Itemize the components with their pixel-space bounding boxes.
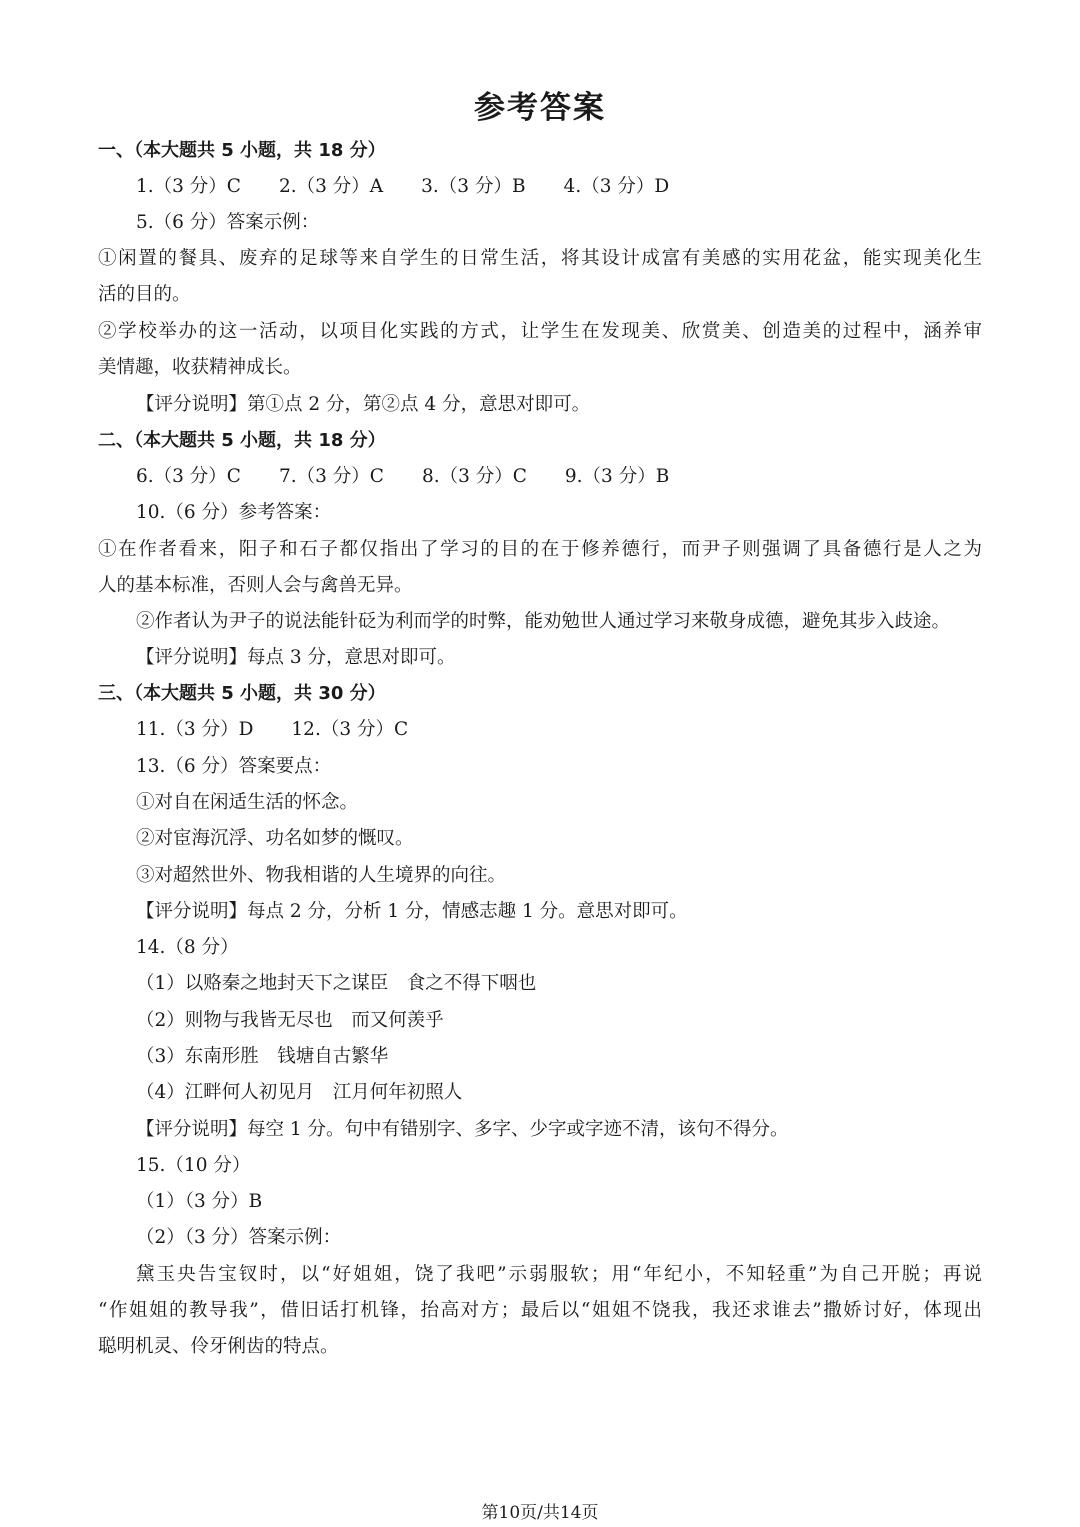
answer-q1: 1.（3 分）C bbox=[136, 176, 241, 197]
q5-heading: 5.（6 分）答案示例： bbox=[136, 212, 320, 233]
q15-heading: 15.（10 分） bbox=[136, 1155, 251, 1176]
q5-point2-line1: ②学校举办的这一活动，以项目化实践的方式，让学生在发现美、欣赏美、创造美的过程中，涵养审 bbox=[98, 321, 982, 342]
section-1-multiple-choice bbox=[136, 174, 707, 200]
q13-point3: ③对超然世外、物我相谐的人生境界的向往。 bbox=[136, 865, 507, 886]
q10-point2: ②作者认为尹子的说法能针砭为利而学的时弊，能劝勉世人通过学习来敬身成德，避免其步入歧途。 bbox=[136, 611, 951, 632]
q13-point1: ①对自在闲适生活的怀念。 bbox=[136, 792, 359, 813]
q14-heading: 14.（8 分） bbox=[136, 937, 239, 958]
q14-item2: （2）则物与我皆无尽也 而又何羡乎 bbox=[136, 1010, 444, 1031]
q14-item4: （4）江畔何人初见月 江月何年初照人 bbox=[136, 1082, 463, 1103]
answer-q2: 2.（3 分）A bbox=[278, 176, 384, 197]
section-3-heading: 三、（本大题共 5 小题，共 30 分） bbox=[98, 683, 386, 704]
answer-q6: 6.（3 分）C bbox=[136, 466, 241, 487]
answer-q9: 9.（3 分）B bbox=[564, 466, 670, 487]
q5-point1-line1: ①闲置的餐具、废弃的足球等来自学生的日常生活，将其设计成富有美感的实用花盆，能实现美化生 bbox=[98, 248, 982, 269]
answer-q4: 4.（3 分）D bbox=[563, 176, 670, 197]
section-3-multiple-choice bbox=[136, 717, 446, 743]
q10-point1-line2: 人的基本标准，否则人会与禽兽无异。 bbox=[98, 575, 413, 596]
q13-scoring-note: 【评分说明】每点 2 分，分析 1 分，情感志趣 1 分。意思对即可。 bbox=[136, 901, 688, 922]
q10-point1-line1: ①在作者看来，阳子和石子都仅指出了学习的目的在于修养德行，而尹子则强调了具备德行是人之为 bbox=[98, 539, 982, 560]
page-number: 第10页/共14页 bbox=[481, 1503, 599, 1523]
answer-q3: 3.（3 分）B bbox=[421, 176, 526, 197]
q13-heading: 13.（6 分）答案要点： bbox=[136, 756, 332, 777]
q5-point2-line2: 美情趣，收获精神成长。 bbox=[98, 357, 302, 378]
q15-answer-line1: 黛玉央告宝钗时，以“好姐姐，饶了我吧”示弱服软；用“年纪小，不知轻重”为自己开脱；再说 bbox=[136, 1264, 982, 1285]
q5-scoring-note: 【评分说明】第①点 2 分，第②点 4 分，意思对即可。 bbox=[136, 394, 591, 415]
q15-part1: （1）（3 分）B bbox=[136, 1191, 263, 1212]
q14-item1: （1）以赂秦之地封天下之谋臣 食之不得下咽也 bbox=[136, 973, 537, 994]
section-1-heading: 一、（本大题共 5 小题，共 18 分） bbox=[98, 140, 386, 161]
q14-scoring-note: 【评分说明】每空 1 分。句中有错别字、多字、少字或字迹不清，该句不得分。 bbox=[136, 1119, 789, 1140]
q10-heading: 10.（6 分）参考答案： bbox=[136, 502, 332, 523]
page-title: 参考答案 bbox=[474, 90, 606, 126]
answer-q7: 7.（3 分）C bbox=[278, 466, 384, 487]
section-2-multiple-choice bbox=[136, 464, 707, 490]
q15-part2-heading: （2）（3 分）答案示例： bbox=[136, 1227, 342, 1248]
q13-point2: ②对宦海沉浮、功名如梦的慨叹。 bbox=[136, 828, 414, 849]
section-2-heading: 二、（本大题共 5 小题，共 18 分） bbox=[98, 430, 386, 451]
q15-answer-line2: “作姐姐的教导我”，借旧话打机锋，抬高对方；最后以“姐姐不饶我，我还求谁去”撒娇讨好，体现出 bbox=[98, 1300, 982, 1321]
q15-answer-line3: 聪明机灵、伶牙俐齿的特点。 bbox=[98, 1336, 339, 1357]
q14-item3: （3）东南形胜 钱塘自古繁华 bbox=[136, 1046, 389, 1067]
q5-point1-line2: 活的目的。 bbox=[98, 284, 191, 305]
q10-scoring-note: 【评分说明】每点 3 分，意思对即可。 bbox=[136, 647, 456, 668]
answer-q8: 8.（3 分）C bbox=[421, 466, 527, 487]
answer-q11: 11.（3 分）D bbox=[136, 719, 254, 740]
answer-q12: 12.（3 分）C bbox=[291, 719, 409, 740]
